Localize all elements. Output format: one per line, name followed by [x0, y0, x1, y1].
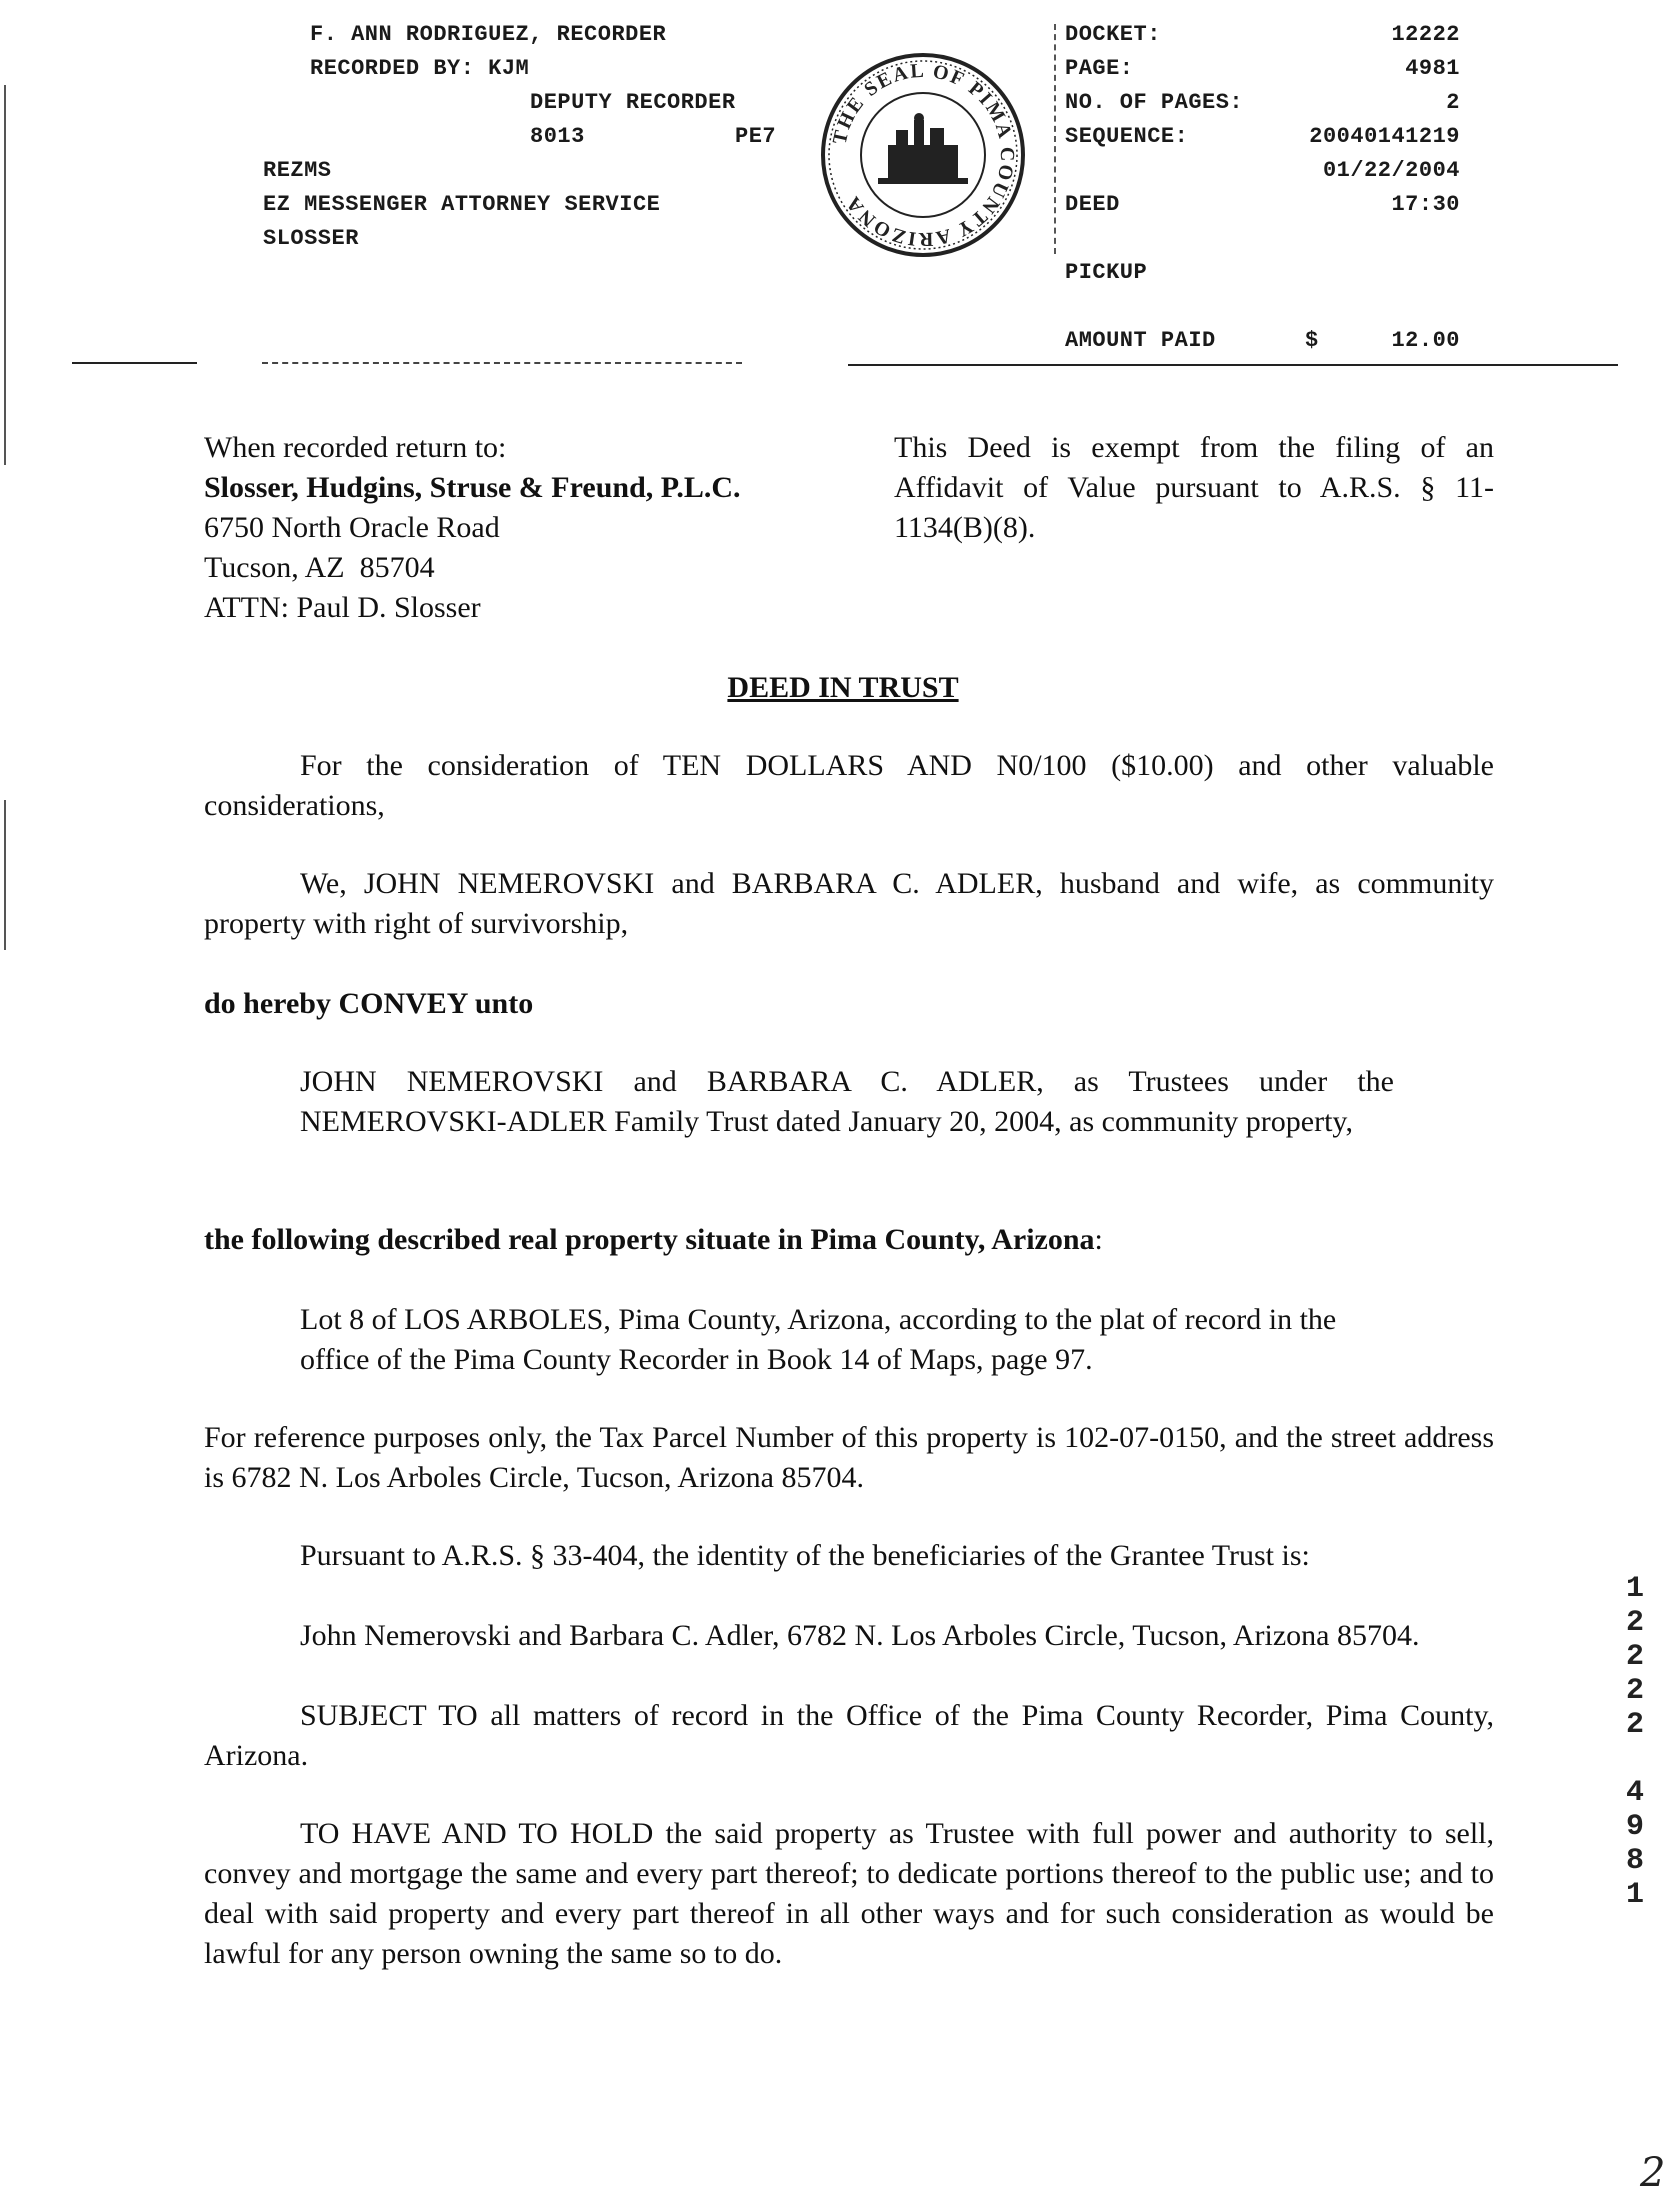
- deputy-suffix: PE7: [735, 124, 777, 149]
- subject-to-paragraph: [204, 1696, 1494, 1776]
- page-label: PAGE:: [1065, 56, 1134, 81]
- recorded-by: RECORDED BY: KJM: [310, 56, 530, 81]
- sequence-value: 20040141219: [1309, 124, 1460, 149]
- return-to-city: Tucson, AZ 85704: [204, 551, 435, 584]
- seal-graphic: [818, 50, 1028, 260]
- header-rule-left: [72, 362, 197, 364]
- return-to-firm: Slosser, Hudgins, Struse & Freund, P.L.C.: [204, 471, 741, 504]
- exemption-line-1: This Deed is exempt from the filing of an: [894, 431, 1494, 464]
- pages-label: NO. OF PAGES:: [1065, 90, 1244, 115]
- return-to-street: 6750 North Oracle Road: [204, 511, 500, 544]
- page-number: 2: [1640, 2150, 1666, 2196]
- recorded-time: 17:30: [1391, 192, 1460, 217]
- reference-text: For reference purposes only, the Tax Parcel Number of this property is 102-07-0150, and the street address is 6782 N. Los Arboles Circle, Tucson, Arizona 85704.: [204, 1421, 1494, 1494]
- amount-value: 12.00: [1391, 328, 1460, 353]
- filer-code: REZMS: [263, 158, 332, 183]
- sequence-label: SEQUENCE:: [1065, 124, 1189, 149]
- pickup-label: PICKUP: [1065, 260, 1148, 285]
- habendum-text: TO HAVE AND TO HOLD the said property as Trustee with full power and authority to sell, convey and mortgage the same and every part thereof; to dedicate portions thereof to the public use; and to deal with said property and every part thereof in all other ways and for such consideration as would be lawful for any person owning the same so to do.: [204, 1817, 1494, 1970]
- document-type: DEED: [1065, 192, 1120, 217]
- convey-heading: do hereby CONVEY unto: [204, 987, 534, 1020]
- recorder-name: F. ANN RODRIGUEZ, RECORDER: [310, 22, 667, 47]
- grantees-paragraph: [300, 1062, 1394, 1142]
- deputy-recorder: DEPUTY RECORDER: [530, 90, 736, 115]
- filer-service: EZ MESSENGER ATTORNEY SERVICE: [263, 192, 661, 217]
- consideration-text: For the consideration of TEN DOLLARS AND N0/100 ($10.00) and other valuable considerations,: [204, 749, 1494, 822]
- amount-label: AMOUNT PAID: [1065, 328, 1216, 353]
- consideration-paragraph: [204, 746, 1494, 826]
- exemption-line-3: 1134(B)(8).: [894, 511, 1036, 544]
- docket-value: 12222: [1391, 22, 1460, 47]
- margin-page-digit: 9: [1626, 1810, 1645, 1844]
- margin-docket-digit: 2: [1626, 1708, 1645, 1742]
- seal-emblem: [878, 113, 968, 184]
- grantors-text: We, JOHN NEMEROVSKI and BARBARA C. ADLER, husband and wife, as community property with right of survivorship,: [204, 867, 1494, 940]
- property-heading: [204, 1220, 1103, 1260]
- margin-docket-digit: 1: [1626, 1572, 1645, 1606]
- beneficiaries-paragraph: John Nemerovski and Barbara C. Adler, 6782 N. Los Arboles Circle, Tucson, Arizona 85704.: [300, 1619, 1420, 1652]
- document-title: DEED IN TRUST: [727, 671, 959, 704]
- margin-docket-digit: 2: [1626, 1640, 1645, 1674]
- habendum-paragraph: [204, 1814, 1494, 1974]
- scan-edge-mark: [4, 85, 6, 465]
- exemption-line-2: Affidavit of Value pursuant to A.R.S. § 11-: [894, 471, 1494, 504]
- margin-docket-digit: 2: [1626, 1674, 1645, 1708]
- page-value: 4981: [1405, 56, 1460, 81]
- legal-description-text: Lot 8 of LOS ARBOLES, Pima County, Arizona, according to the plat of record in the office of the Pima County Recorder in Book 14 of Maps, page 97.: [300, 1303, 1337, 1376]
- grantees-text: JOHN NEMEROVSKI and BARBARA C. ADLER, as Trustees under the NEMEROVSKI-ADLER Family Trust dated January 20, 2004, as community property,: [300, 1065, 1394, 1138]
- margin-page-digit: 4: [1626, 1776, 1645, 1810]
- docket-divider: [1054, 24, 1056, 254]
- return-to-attn: ATTN: Paul D. Slosser: [204, 591, 481, 624]
- subject-to-text: SUBJECT TO all matters of record in the Office of the Pima County Recorder, Pima County, Arizona.: [204, 1699, 1494, 1772]
- legal-description: [300, 1300, 1400, 1380]
- amount-currency: $: [1305, 328, 1319, 353]
- deputy-code: 8013: [530, 124, 585, 149]
- pages-value: 2: [1446, 90, 1460, 115]
- header-rule-left-dashed: [262, 362, 742, 364]
- docket-label: DOCKET:: [1065, 22, 1161, 47]
- filer-name: SLOSSER: [263, 226, 359, 251]
- return-to-heading: When recorded return to:: [204, 431, 507, 464]
- pursuant-paragraph: Pursuant to A.R.S. § 33-404, the identity of the beneficiaries of the Grantee Trust is:: [300, 1539, 1310, 1572]
- header-rule-right: [848, 364, 1618, 366]
- margin-page-digit: 8: [1626, 1844, 1645, 1878]
- county-seal: [818, 50, 1028, 260]
- margin-docket-digit: 2: [1626, 1606, 1645, 1640]
- recorded-date: 01/22/2004: [1322, 158, 1460, 183]
- scan-edge-mark: [4, 800, 6, 950]
- property-heading-colon: :: [1094, 1223, 1103, 1256]
- seal-ring-text: THE SEAL OF PIMA COUNTY ARIZONA: [828, 59, 1019, 251]
- property-heading-text: the following described real property situate in Pima County, Arizona: [204, 1223, 1095, 1256]
- margin-page-digit: 1: [1626, 1878, 1645, 1912]
- reference-paragraph: [204, 1418, 1494, 1498]
- grantors-paragraph: [204, 864, 1494, 944]
